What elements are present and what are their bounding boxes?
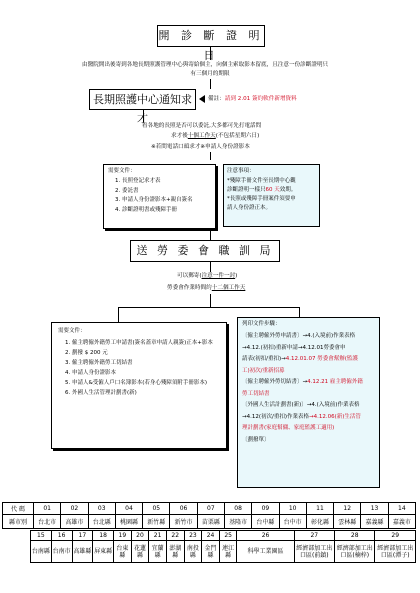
county-cell: 嘉義市: [388, 515, 415, 529]
connector-line: [118, 307, 119, 322]
code-cell: 10: [279, 503, 306, 515]
code-cell: 24: [202, 531, 220, 541]
step-text: 4.(入境前)作業表格: [307, 333, 356, 339]
connector-line: [210, 229, 211, 240]
intro-line-1: 由醫院開出後寄到各地長期照護管理中心與寄給個主，向個主索取影本留底，且注意一份診斷證明只: [82, 62, 329, 68]
notes1-line2-post: 效期。: [279, 187, 297, 193]
county-cell: 台北市: [34, 515, 61, 529]
docs1-list: [108, 177, 211, 215]
arrow-icon: →: [281, 356, 286, 362]
code-cell: 25: [219, 531, 237, 541]
remark: [208, 96, 297, 103]
county-cell: 屏東縣: [93, 541, 114, 563]
docs2-item: 6. 外國人生活管理計劃書(新): [72, 388, 220, 398]
county-cell: 台南縣: [31, 541, 52, 563]
county-code-table-2: [30, 530, 416, 563]
step-red-text: 4.12.01.07 勞委會幫辦(監護: [285, 356, 358, 362]
docs1-item: 3. 申請人身份證影本+親自簽名: [122, 196, 211, 206]
notes1-line: *長照或殘障手冊案件須要申: [227, 196, 296, 202]
step-red-text: 勞工切結書: [242, 390, 270, 397]
connector-line: [210, 152, 211, 160]
code-cell: 15: [31, 531, 52, 541]
after-labor-line2-pre: 勞委會作業時間約: [167, 285, 212, 291]
county-cell: 金門縣: [202, 541, 220, 563]
docs2-item: 3. 僱主聘僱外籍勞工切結書: [72, 358, 220, 368]
code-cell: 09: [252, 503, 279, 515]
code-cell: 04: [115, 503, 142, 515]
line2-pre: 求才後: [171, 133, 188, 139]
steps-line: [242, 412, 375, 424]
county-label: 縣市別: [3, 515, 34, 529]
docs2-item: 2. 劃撥 $ 200 元: [72, 348, 220, 358]
step-red-text: 理計劃書(家庭幫傭、家庭監護工適用): [242, 425, 335, 431]
arrow-icon: →: [242, 413, 247, 420]
county-cell: 澎湖縣: [166, 541, 184, 563]
step-red-text: 4.12.21 雇主聘僱外籍: [307, 379, 363, 385]
notes1-line2-red: 60 天: [265, 187, 280, 193]
notes-panel-1: [223, 164, 320, 227]
code-cell: 02: [61, 503, 88, 515]
steps-line: [242, 377, 375, 389]
after-labor-line-1: [177, 273, 237, 280]
code-cell: 29: [375, 531, 416, 541]
docs2-item: 5. 申請人&受僱人戶口名簿影本(若身心殘障須附手冊影本): [72, 378, 220, 388]
code-cell: 06: [170, 503, 197, 515]
step-red-text: 工)初次/重新招募: [242, 367, 285, 374]
county-cell: 雲林縣: [334, 515, 361, 529]
step-text: →4.12.01勞委會申: [297, 344, 346, 351]
code-cell: 05: [143, 503, 170, 515]
county-cell: 台北縣: [88, 515, 115, 529]
code-cell: 23: [184, 531, 202, 541]
line2-underline: 十個工作天: [187, 133, 216, 139]
county-cell: 高雄縣: [72, 541, 93, 563]
center-notice-box: 長期照護中心通知求才: [89, 89, 196, 110]
documents-panel-1: [103, 164, 216, 229]
after-labor-post: ): [235, 273, 238, 279]
code-cell: 11: [306, 503, 333, 515]
docs1-item: 1. 長照登記求才表: [122, 177, 211, 187]
step-text: 請表(初扣/重扣): [242, 356, 282, 362]
code-cell: 17: [72, 531, 93, 541]
docs1-heading: 需要文件：: [108, 168, 136, 174]
county-cell: 宜蘭縣: [149, 541, 167, 563]
code-cell: 01: [34, 503, 61, 515]
notes1-line2-pre: 診斷證明一樣只: [227, 187, 266, 193]
county-cell: 科學工業園區: [237, 541, 294, 563]
after-center-line-2: [171, 133, 259, 140]
county-cell: 彰化縣: [306, 515, 333, 529]
after-labor-underline: 注意一件一封: [201, 273, 236, 279]
county-cell: 台中縣: [252, 515, 279, 529]
after-center-line-1: 看各地的長照是否可以委託,大多都可先打電話問: [142, 123, 262, 129]
docs2-item: 1. 僱主聘僱外籍勞工申請書(簽名蓋章申請人親簽)正本+影本: [72, 338, 220, 348]
arrow-icon: →: [242, 344, 247, 351]
code-cell: 21: [149, 531, 167, 541]
step-text: 4.12.(初扣)重新申請: [246, 344, 298, 351]
connector-line: [210, 294, 211, 307]
remark-text: 請到 2.01 簽約軟件新增資料: [224, 96, 297, 102]
steps-line: [242, 354, 375, 366]
docs1-item: 4. 診斷證明書或殘障手冊: [122, 206, 211, 216]
county-cell: 經濟部加工出口區(楠梓): [335, 541, 375, 563]
step-red-text: →4.12.06(新)生活管: [309, 413, 361, 420]
code-header: 代 碼: [3, 503, 34, 515]
notes1-heading: 注意事項：: [227, 168, 255, 174]
code-cell: 27: [294, 531, 334, 541]
connector-line: [210, 47, 211, 60]
step-text: 〔外國人生活計劃書(新)〕: [242, 402, 307, 408]
county-cell: 嘉義縣: [361, 515, 388, 529]
arrow-left-icon: [199, 95, 205, 103]
connector-line: [118, 307, 299, 308]
steps-heading: 列印文件步驟：: [242, 321, 281, 327]
arrow-icon: →: [302, 333, 308, 339]
step-text: 4.(入境前)作業表格: [311, 402, 360, 408]
county-cell: 基隆市: [224, 515, 251, 529]
docs2-heading: 需要文件：: [58, 328, 86, 334]
steps-line: [242, 343, 375, 355]
county-cell: 台東縣: [114, 541, 132, 563]
after-labor-line2-underline: 十二個工作天: [211, 285, 246, 291]
county-cell: 南投縣: [184, 541, 202, 563]
code-cell: 26: [237, 531, 294, 541]
code-cell: 20: [131, 531, 149, 541]
notes1-line: [227, 186, 316, 195]
intro-line-2: 有三個月的期限: [190, 71, 230, 77]
code-cell: 18: [93, 531, 114, 541]
code-cell: 13: [361, 503, 388, 515]
arrow-icon: →: [302, 379, 308, 385]
county-cell: 連江縣: [219, 541, 237, 563]
connector-line: [143, 110, 144, 122]
remark-prefix: 備註：: [208, 96, 225, 102]
step-text: 〔僱主聘僱外勞切結書〕: [242, 379, 303, 385]
county-cell: 桃園縣: [115, 515, 142, 529]
county-cell: 高雄市: [61, 515, 88, 529]
after-labor-pre: 可以郵寄(: [177, 273, 202, 279]
county-cell: 花蓮縣: [131, 541, 149, 563]
code-cell: 14: [388, 503, 415, 515]
step-text: 〔劃撥單〕: [242, 436, 270, 443]
code-cell: 03: [88, 503, 115, 515]
county-cell: 經濟部加工出口區(前鎮): [294, 541, 334, 563]
after-labor-line-2: [167, 285, 245, 292]
county-code-table-1: [2, 502, 416, 529]
docs1-item: 2. 委託書: [122, 187, 211, 197]
county-cell: 台南市: [51, 541, 72, 563]
code-cell: 07: [197, 503, 224, 515]
code-cell: 22: [166, 531, 184, 541]
notes1-line: 請人身份證正本。: [227, 205, 272, 211]
steps-line: [242, 331, 375, 343]
connector-line: [299, 307, 300, 317]
page-title: 開 診 斷 證 明 日: [157, 25, 265, 47]
county-cell: 經濟部加工出口區(潭子): [375, 541, 416, 563]
code-cell: 08: [224, 503, 251, 515]
step-text: 〔僱主聘僱外勞申請書〕: [242, 333, 303, 339]
county-cell: 台中市: [279, 515, 306, 529]
county-cell: 新竹市: [170, 515, 197, 529]
county-cell: 苗栗縣: [197, 515, 224, 529]
print-steps-panel: [237, 317, 380, 488]
documents-panel-2: [51, 322, 227, 449]
connector-line: [210, 262, 211, 272]
after-center-line-3: ※若問電話口頭求才※申請人身份證影本: [151, 144, 250, 150]
docs2-list: [58, 338, 220, 398]
code-cell: 12: [334, 503, 361, 515]
labor-bureau-box: 送 勞 委 會 職 訓 局: [130, 240, 280, 262]
county-cell: 新竹縣: [143, 515, 170, 529]
code-cell: 28: [335, 531, 375, 541]
step-text: 4.12(初次/重扣)作業表格: [246, 413, 310, 420]
notes1-line: *殘障手冊文件至長期中心觀: [227, 178, 296, 184]
steps-line: [242, 400, 375, 412]
arrow-icon: →: [306, 402, 312, 408]
connector-line: [210, 79, 211, 89]
code-cell: 19: [114, 531, 132, 541]
code-cell: 16: [51, 531, 72, 541]
docs2-item: 4. 申請人身份證影本: [72, 368, 220, 378]
line2-post: (不包括星期六日): [215, 133, 260, 139]
